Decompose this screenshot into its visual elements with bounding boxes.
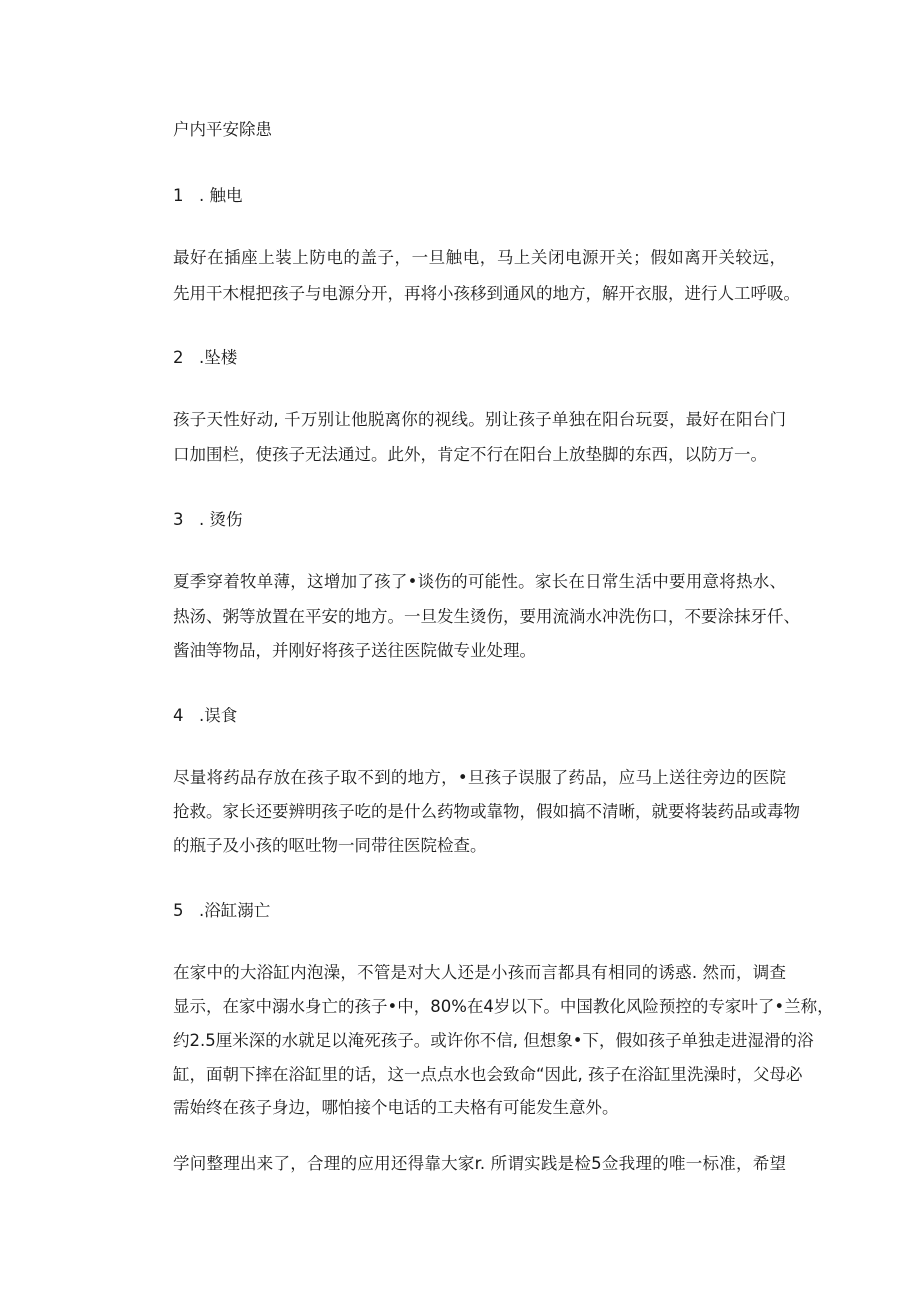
section-5-line-3: 约2.5厘米深的水就足以淹死孩子。或许你不信, 但想象•下，假如孩子单独走进湿滑的浴 xyxy=(173,1031,814,1050)
section-4-number: 4 xyxy=(173,706,184,725)
section-5-title: .浴缸溺亡 xyxy=(199,901,271,920)
section-5-line-1: 在家中的大浴缸内泡澡，不管是对大人还是小孩而言都具有相同的诱惑. 然而，调查 xyxy=(173,963,786,982)
document-title: 户内平安除患 xyxy=(173,120,272,139)
section-1-line-2: 先用干木棍把孩子与电源分开，再将小孩移到通风的地方，解开衣服，进行人工呼吸。 xyxy=(173,284,800,303)
section-4-line-1: 尽量将药品存放在孩子取不到的地方，•旦孩子误服了药品，应马上送往旁边的医院 xyxy=(173,768,786,787)
section-4-line-2: 抢救。家长还要辨明孩子吃的是什么药物或靠物，假如搞不清晰，就要将装药品或毒物 xyxy=(173,802,800,821)
section-2-heading xyxy=(173,346,237,370)
section-5-number: 5 xyxy=(173,901,184,920)
closing-line: 学问整理出来了，合理的应用还得靠大家r. 所谓实践是检5佥我理的唯一标准，希望 xyxy=(173,1154,786,1173)
section-3-heading xyxy=(173,508,243,532)
section-2-line-2: 口加围栏，使孩子无法通过。此外，肯定不行在阳台上放垫脚的东西，以防万一。 xyxy=(173,445,767,464)
section-4-line-3: 的瓶子及小孩的呕吐物一同带往医院检查。 xyxy=(173,836,487,855)
section-3-line-2: 热汤、粥等放置在平安的地方。一旦发生烫伤，要用流淌水冲洗伤口，不要涂抹牙仟、 xyxy=(173,607,800,626)
section-4-heading xyxy=(173,704,237,728)
section-2-line-1: 孩子天性好动, 千万别让他脱离你的视线。别让孩子单独在阳台玩耍，最好在阳台门 xyxy=(173,410,786,429)
section-5-line-2: 显示，在家中溺水身亡的孩子•中，80%在4岁以下。中国教化风险预控的专家叶了•兰称， xyxy=(173,997,834,1016)
section-2-number: 2 xyxy=(173,348,184,367)
section-5-line-5: 需始终在孩子身边，哪怕接个电话的工夫格有可能发生意外。 xyxy=(173,1098,619,1117)
section-1-heading xyxy=(173,184,243,208)
section-3-number: 3 xyxy=(173,510,184,529)
section-5-line-4: 缸，面朝下摔在浴缸里的话，这一点点水也会致命“因此, 孩子在浴缸里洗澡时，父母必 xyxy=(173,1065,803,1084)
section-3-title: . 烫伤 xyxy=(199,510,243,529)
section-2-title: .坠楼 xyxy=(199,348,238,367)
section-3-line-1: 夏季穿着牧单薄，这增加了孩了•谈伤的可能性。家长在日常生活中要用意将热水、 xyxy=(173,572,786,591)
section-1-number: 1 xyxy=(173,186,184,205)
section-5-heading xyxy=(173,899,270,923)
section-4-title: .误食 xyxy=(199,706,238,725)
section-3-line-3: 酱油等物品，并刚好将孩子送往医院做专业处理。 xyxy=(173,641,536,660)
section-1-line-1: 最好在插座上装上防电的盖子，一旦触电，马上关闭电源开关；假如离开关较远， xyxy=(173,248,786,267)
section-1-title: . 触电 xyxy=(199,186,243,205)
